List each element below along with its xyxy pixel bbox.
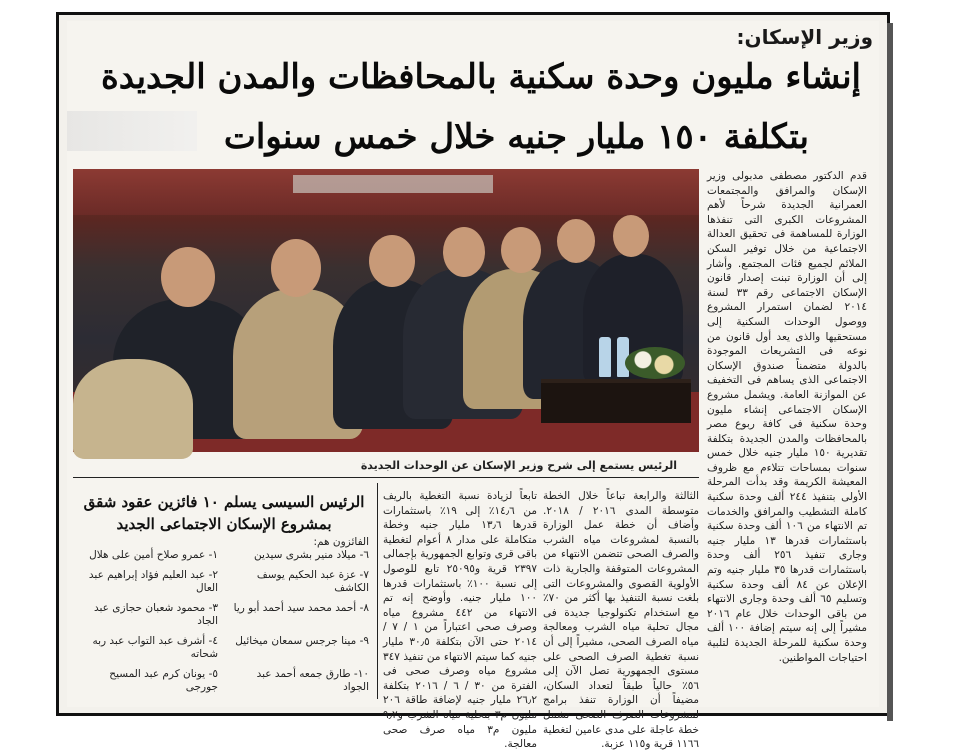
newspaper-page — [67, 21, 879, 751]
winner-name: ١٠- طارق جمعه أحمد عبد الجواد — [256, 667, 369, 693]
photo-person-head — [613, 215, 649, 257]
winner-name: ١- عمرو صلاح أمين على هلال — [89, 549, 218, 561]
winner-name: ٥- يونان كرم عبد المسيح جورجى — [109, 667, 218, 693]
frame-shadow — [887, 23, 893, 721]
article-column-bottom-2: تابعاً لزيادة نسبة التغطية بالريف من ١٤٫٦٪ إلى ١٩٪ باستثمارات قدرها ١٣٫٦ مليار جنيه وخطة متكاملة على مدار ٨ أعوام لتغطية باقى قرى وتوابع الجمهورية بإجمالى ٢٣٩٧ قرية و٢٥٠٩٥ تابع للوصول إلى نسبة ١٠٠٪ باستثمارات قدرها ١٠٠ مليار جنيه. وأوضح إنه تم الانتهاء من ٤٤٢ مشروع مياه وصرف صحى اعتباراً من ١ / ٧ / ٢٠١٤ حتى الآن بتكلفة ٣٠٫٥ مليار جنيه كما سيتم الانتهاء من تنفيذ ٣٤٧ مشروع مياه وصرف صحى فى الفترة من ٣٠ / ٦ / ٢٠١٦ بتكلفة ٢٦٫٢ مليار جنيه لإضافة طاقة ٢٠٦ مليون م٣ بتحلية مياه الشرب و٩٫٢ مليون م٣ مياه صرف صحى معالجة. — [383, 490, 538, 751]
box-headline: الرئيس السيسى يسلم ١٠ فائزين عقود شقق بمشروع الإسكان الاجتماعى الجديد — [83, 493, 365, 533]
box-intro: الفائزون هم: — [313, 536, 369, 548]
photo-table — [541, 379, 691, 423]
photo-person-head — [369, 235, 415, 287]
headline-line-2: بتكلفة ١٥٠ مليار جنيه خلال خمس سنوات — [223, 117, 809, 157]
winner-name: ٣- محمود شعبان حجازى عبد الجاد — [94, 601, 218, 627]
winner-name: ٢- عبد العليم فؤاد إبراهيم عبد العال — [88, 568, 218, 594]
kicker: وزير الإسكان: — [736, 25, 873, 49]
event-photo — [73, 169, 699, 452]
winner-name: ٦- ميلاد منير بشرى سيدين — [254, 549, 369, 561]
divider — [73, 477, 699, 478]
photo-caption: الرئيس يستمع إلى شرح وزير الإسكان عن الوحدات الجديدة — [360, 459, 677, 472]
photo-person-head — [161, 247, 215, 307]
photo-bottle — [599, 337, 611, 377]
photo-person-head — [271, 239, 321, 297]
winner-name: ٤- أشرف عبد التواب عبد ربه شحاته — [92, 634, 218, 660]
photo-person-head — [443, 227, 485, 277]
winners-list — [77, 549, 369, 695]
winner-name: ٩- مينا جرجس سمعان ميخائيل — [235, 634, 369, 647]
clipping-frame — [56, 12, 890, 751]
headline-line-1: إنشاء مليون وحدة سكنية بالمحافظات والمدن الجديدة — [100, 57, 861, 97]
divider — [377, 483, 378, 699]
photo-person-head — [501, 227, 541, 273]
photo-flowers — [625, 347, 685, 379]
article-column-right: قدم الدكتور مصطفى مدبولى وزير الإسكان والمرافق والمجتمعات العمرانية الجديدة شرحاً لأهم المشروعات الكبرى التى تنفذها الوزارة للمساهمة فى تحقيق العدالة الاجتماعية من خلال توفير السكن الملائم لجميع فئات المجتمع. وأشار إلى أن الوزارة تبنت إصدار قانون الإسكان الاجتماعى رقم ٣٣ لسنة ٢٠١٤ لضمان استمرار المشروع ووصول الوحدات السكنية إلى مستحقيها والذى يعد أول قانون من نوعه فى التشريعات الموجودة بالدولة متضمناً صندوق الإسكان الاجتماعى الذى يساهم فى التخفيف عن الموازنة العامة. ويشمل مشروع الإسكان الاجتماعى إنشاء مليون وحدة سكنية فى كافة ربوع مصر بالمحافظات والمدن الجديدة بتكلفة تقديرية ١٥٠ مليار جنيه خلال خمس سنوات بمساحات تتلاءم مع ظروف المعيشة الكريمة وقد بدأت المرحلة الأولى بتنفيذ ٢٤٤ ألف وحدة سكنية كاملة التشطيب والمرافق والخدمات تم الانتهاء من ١٠٦ ألف وحدة سكنية باستثمارات قدرها ١٣ مليار جنيه وجارى تنفيذ ٢٥٦ ألف وحدة باستثمارات قدرها ٣٥ مليار جنيه وتم الإعلان عن ٨٤ ألف وحدة سكنية وتسليم ٦٥ ألف وحدة وجارى الانتهاء من باقى الوحدات خلال عام ٢٠١٦ مشيراً إلى إنه سيتم إضافة ١٠٠ ألف وحدة سكنية للمرحلة الجديدة لتلبية احتياجات المواطنين. — [707, 170, 868, 664]
photo-banner — [293, 175, 493, 193]
winner-name: ٧- عزة عبد الحكيم يوسف الكاشف — [256, 568, 369, 594]
photo-person — [73, 359, 193, 459]
winner-name: ٨- أحمد محمد سيد أحمد أبو ريا — [233, 601, 369, 614]
photo-person-head — [557, 219, 595, 263]
article-column-bottom-1: الثالثة والرابعة تباعاً خلال الخطة متوسطة المدى ٢٠١٦ / ٢٠١٨. وأضاف أن خطة عمل الوزارة بالنسبة لمشروعات مياه الشرب والصرف الصحى تتضمن الانتهاء من المشروعات المتوقفة والجارية ذات الأولوية القصوى والمشروعات التى بلغت نسبة التنفيذ بها أكثر من ٧٠٪ مع استخدام تكنولوجيا جديدة فى مجال تحلية مياه الشرب ومعالجة مياه الصرف الصحى، مشيراً إلى أن نسبة تغطية الصرف الصحى على مستوى الجمهورية تصل الآن إلى ٥٦٪ حالياً طبقاً لتعداد السكان، مضيفاً أن الوزارة تنفذ برامج لمشروعات الصرف الصحى تشمل خطة عاجلة على مدى عامين لتغطية ١١٦٦ قرية و١١٥ عزبة. — [543, 490, 699, 751]
